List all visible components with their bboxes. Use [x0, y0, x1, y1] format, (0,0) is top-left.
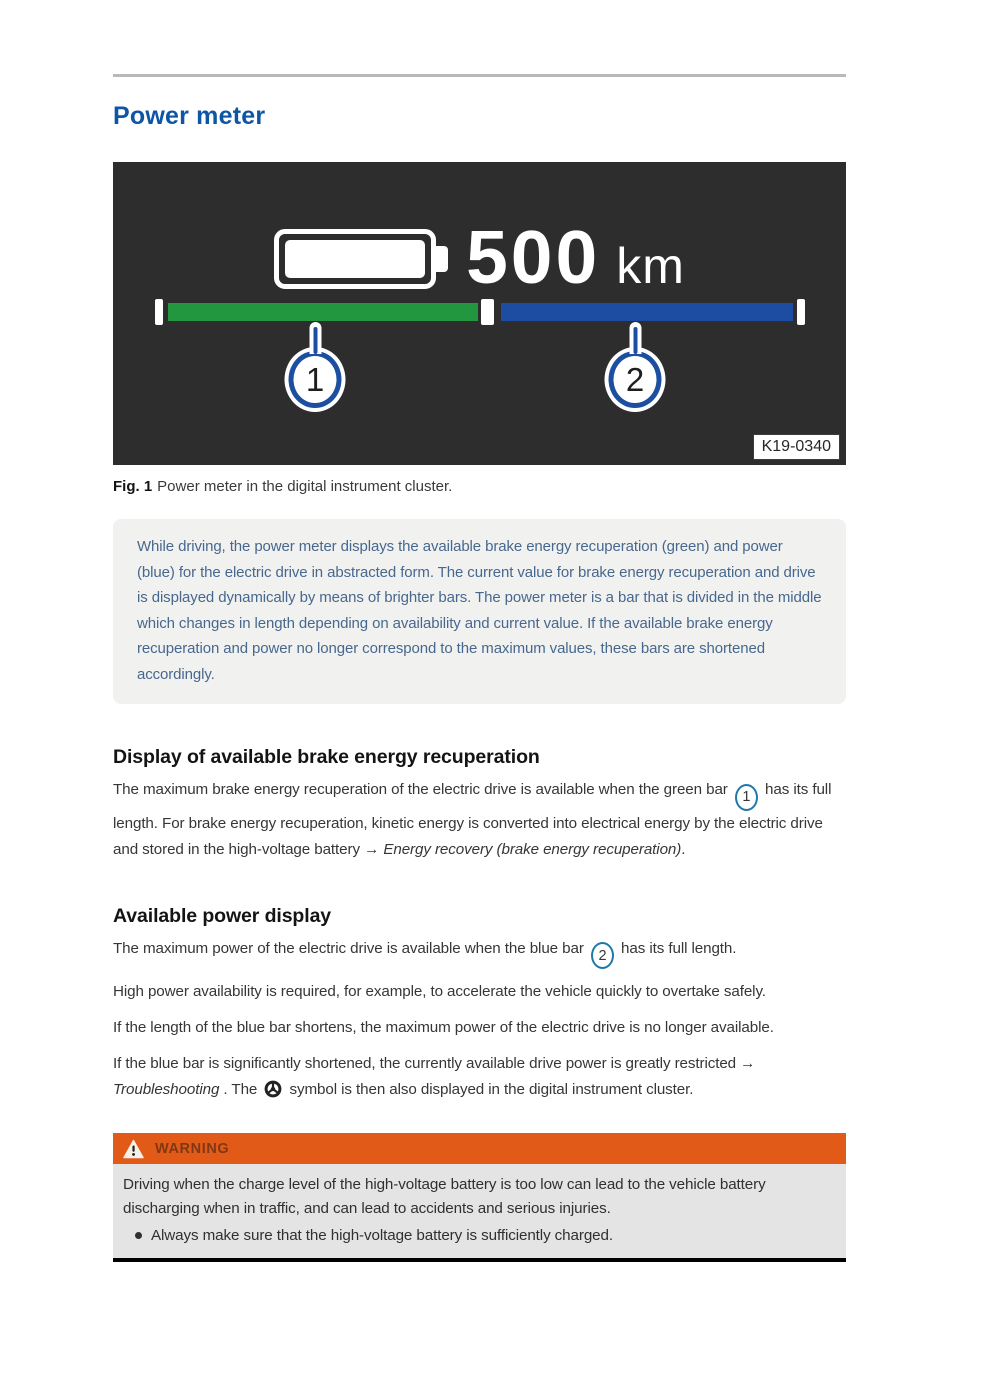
instrument-cluster-figure [113, 162, 846, 465]
page-content [113, 74, 846, 1262]
arrow-reference: → [740, 1055, 756, 1072]
callout-2-circle: 2 [609, 351, 662, 408]
figure-caption-text: Power meter in the digital instrument cluster. [157, 478, 453, 495]
warning-bullet-text: Always make sure that the high-voltage battery is sufficiently charged. [151, 1227, 613, 1244]
power-bar-blue [501, 303, 793, 321]
warning-block [113, 1133, 846, 1262]
inline-callout-1: 1 [735, 784, 758, 811]
page-title: Power meter [113, 102, 266, 130]
recuperation-paragraph: The maximum brake energy recuperation of the electric drive is available when the green bar 1 has its full length. For brake energy recuperation, kinetic energy is converted into electrical energy by the electric drive and stored in the high-voltage battery → Energy recovery (brake energy recuperation). [113, 781, 832, 858]
bullet-dot [135, 1232, 142, 1239]
section-heading-power: Available power display [113, 904, 332, 927]
figure-top-row [113, 215, 846, 299]
range-value: 500 [466, 215, 601, 299]
callout-1-circle: 1 [289, 351, 342, 408]
warning-body [113, 1164, 846, 1262]
figure-caption-label: Fig. 1 [113, 478, 153, 495]
range-display [466, 215, 685, 299]
battery-icon [274, 229, 436, 289]
reduced-power-steering-symbol-icon [264, 1080, 282, 1098]
figure-caption [113, 478, 846, 495]
arrow-reference: → [364, 840, 380, 858]
callout-2-stem [629, 322, 641, 354]
warning-text: Driving when the charge level of the high-voltage battery is too low can lead to the vehicle battery discharging when in traffic, and can lead to accidents and serious injuries. [123, 1176, 766, 1217]
warning-header [113, 1133, 846, 1164]
power-paragraph-1: The maximum power of the electric drive is available when the blue bar 2 has its full length. [113, 936, 846, 970]
range-unit: km [616, 238, 685, 294]
info-box-text: While driving, the power meter displays the available brake energy recuperation (green) and power (blue) for the electric drive in abstracted form. The current value for brake energy recuperation and drive is displayed dynamically by means of brighter bars. The power meter is a bar that is divided in the middle which changes in length depending on availability and current value. If the available brake energy recuperation and power no longer correspond to the maximum values, these bars are shortened accordingly. [137, 538, 822, 683]
section-heading-recuperation: Display of available brake energy recuperation [113, 746, 540, 768]
figure-code-label: K19-0340 [753, 434, 840, 460]
callout-1-stem [309, 322, 321, 354]
callout-1 [289, 322, 342, 408]
cross-reference-troubleshooting: Troubleshooting [113, 1081, 220, 1098]
top-divider [113, 74, 846, 77]
power-paragraph-2: High power availability is required, for example, to accelerate the vehicle quickly to overtake safely. [113, 983, 766, 1000]
power-paragraph-4: If the blue bar is significantly shortened, the currently available drive power is greatly restricted → Troubleshooting . The symbol is then also displayed in the digital instrument cluster. [113, 1055, 756, 1098]
battery-terminal [436, 246, 448, 272]
cross-reference-energy-recovery: Energy recovery (brake energy recuperation) [383, 840, 682, 858]
battery-fill [285, 240, 425, 278]
power-paragraph-3: If the length of the blue bar shortens, the maximum power of the electric drive is no longer available. [113, 1019, 774, 1036]
meter-right-cap [797, 299, 805, 325]
meter-middle-cap [481, 299, 494, 325]
inline-callout-2: 2 [591, 942, 614, 969]
callout-2 [609, 322, 662, 408]
meter-left-cap [155, 299, 163, 325]
info-box [113, 519, 846, 704]
warning-bullet-item [123, 1224, 828, 1248]
power-meter-bar [155, 299, 805, 325]
recuperation-bar-green [168, 303, 478, 321]
warning-triangle-icon [123, 1139, 144, 1159]
warning-label: WARNING [155, 1140, 230, 1157]
